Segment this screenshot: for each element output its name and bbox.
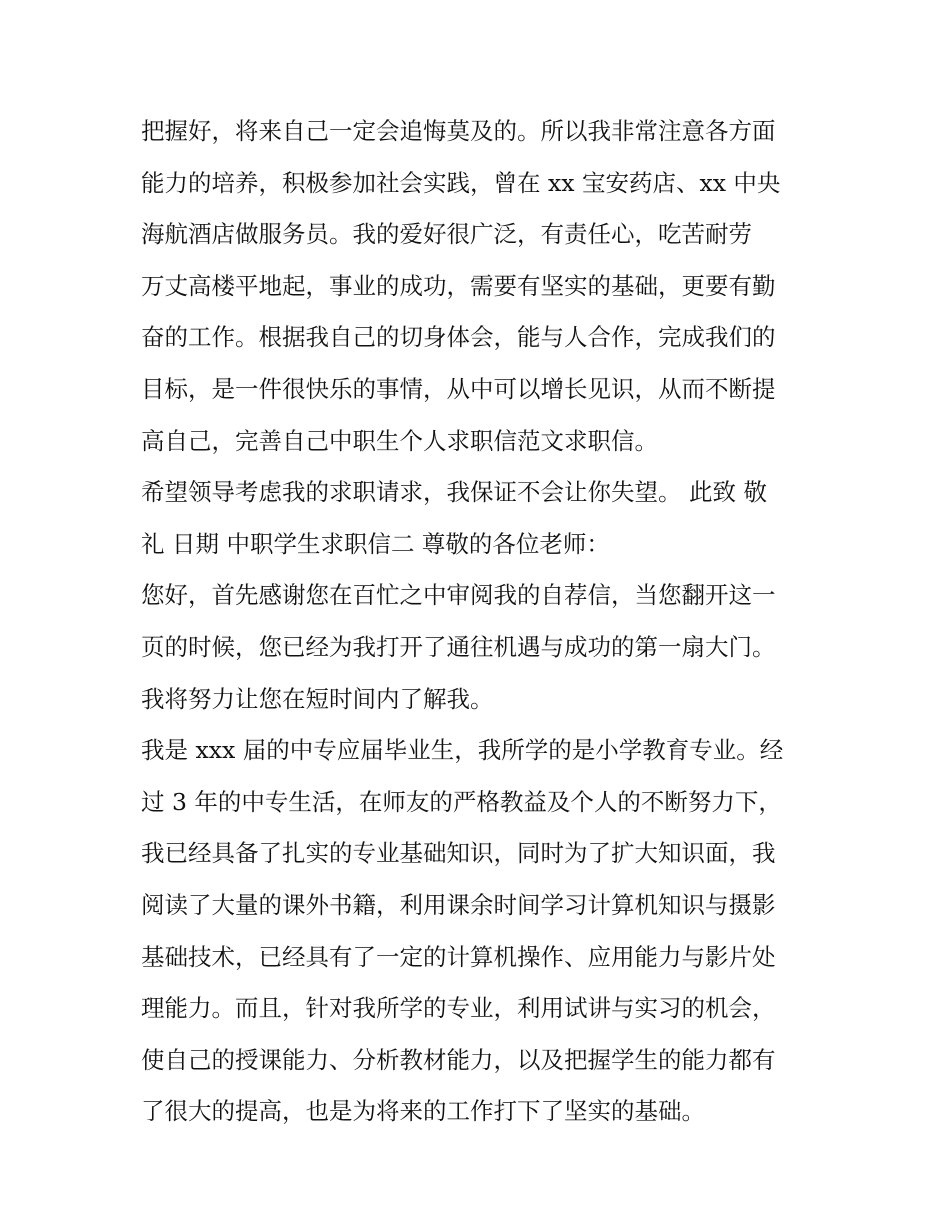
text-line: 阅读了大量的课外书籍，利用课余时间学习计算机知识与摄影 xyxy=(141,890,776,919)
text-line: 海航酒店做服务员。我的爱好很广泛，有责任心，吃苦耐劳 xyxy=(141,220,752,249)
text-line: 理能力。而且，针对我所学的专业，利用试讲与实习的机会， xyxy=(141,994,776,1023)
text-line: 能力的培养，积极参加社会实践，曾在 xx 宝安药店、xx 中央 xyxy=(141,168,781,197)
text-line: 目标，是一件很快乐的事情，从中可以增长见识，从而不断提 xyxy=(141,374,776,403)
letter-body xyxy=(141,106,821,1138)
text-line: 页的时候，您已经为我打开了通往机遇与成功的第一扇大门。 xyxy=(141,632,776,661)
text-line: 礼 日期 中职学生求职信二 尊敬的各位老师： xyxy=(141,529,610,558)
text-line: 您好，首先感谢您在百忙之中审阅我的自荐信，当您翻开这一 xyxy=(141,581,776,610)
text-line: 过 3 年的中专生活，在师友的严格教益及个人的不断努力下， xyxy=(141,787,782,816)
text-line: 我已经具备了扎实的专业基础知识，同时为了扩大知识面，我 xyxy=(141,839,776,868)
text-line: 奋的工作。根据我自己的切身体会，能与人合作，完成我们的 xyxy=(141,323,776,352)
text-line: 我是 xxx 届的中专应届毕业生，我所学的是小学教育专业。经 xyxy=(141,736,784,765)
text-line: 了很大的提高，也是为将来的工作打下了坚实的基础。 xyxy=(141,1097,705,1126)
text-line: 把握好，将来自己一定会追悔莫及的。所以我非常注意各方面 xyxy=(141,117,776,145)
text-line: 高自己，完善自己中职生个人求职信范文求职信。 xyxy=(141,426,658,455)
text-line: 我将努力让您在短时间内了解我。 xyxy=(141,684,494,713)
text-line: 使自己的授课能力、分析教材能力，以及把握学生的能力都有 xyxy=(141,1045,776,1074)
text-line: 基础技术，已经具有了一定的计算机操作、应用能力与影片处 xyxy=(141,942,776,971)
text-line: 万丈高楼平地起，事业的成功，需要有坚实的基础，更要有勤 xyxy=(141,271,776,300)
text-line: 希望领导考虑我的求职请求，我保证不会让你失望。 此致 敬 xyxy=(141,478,767,507)
